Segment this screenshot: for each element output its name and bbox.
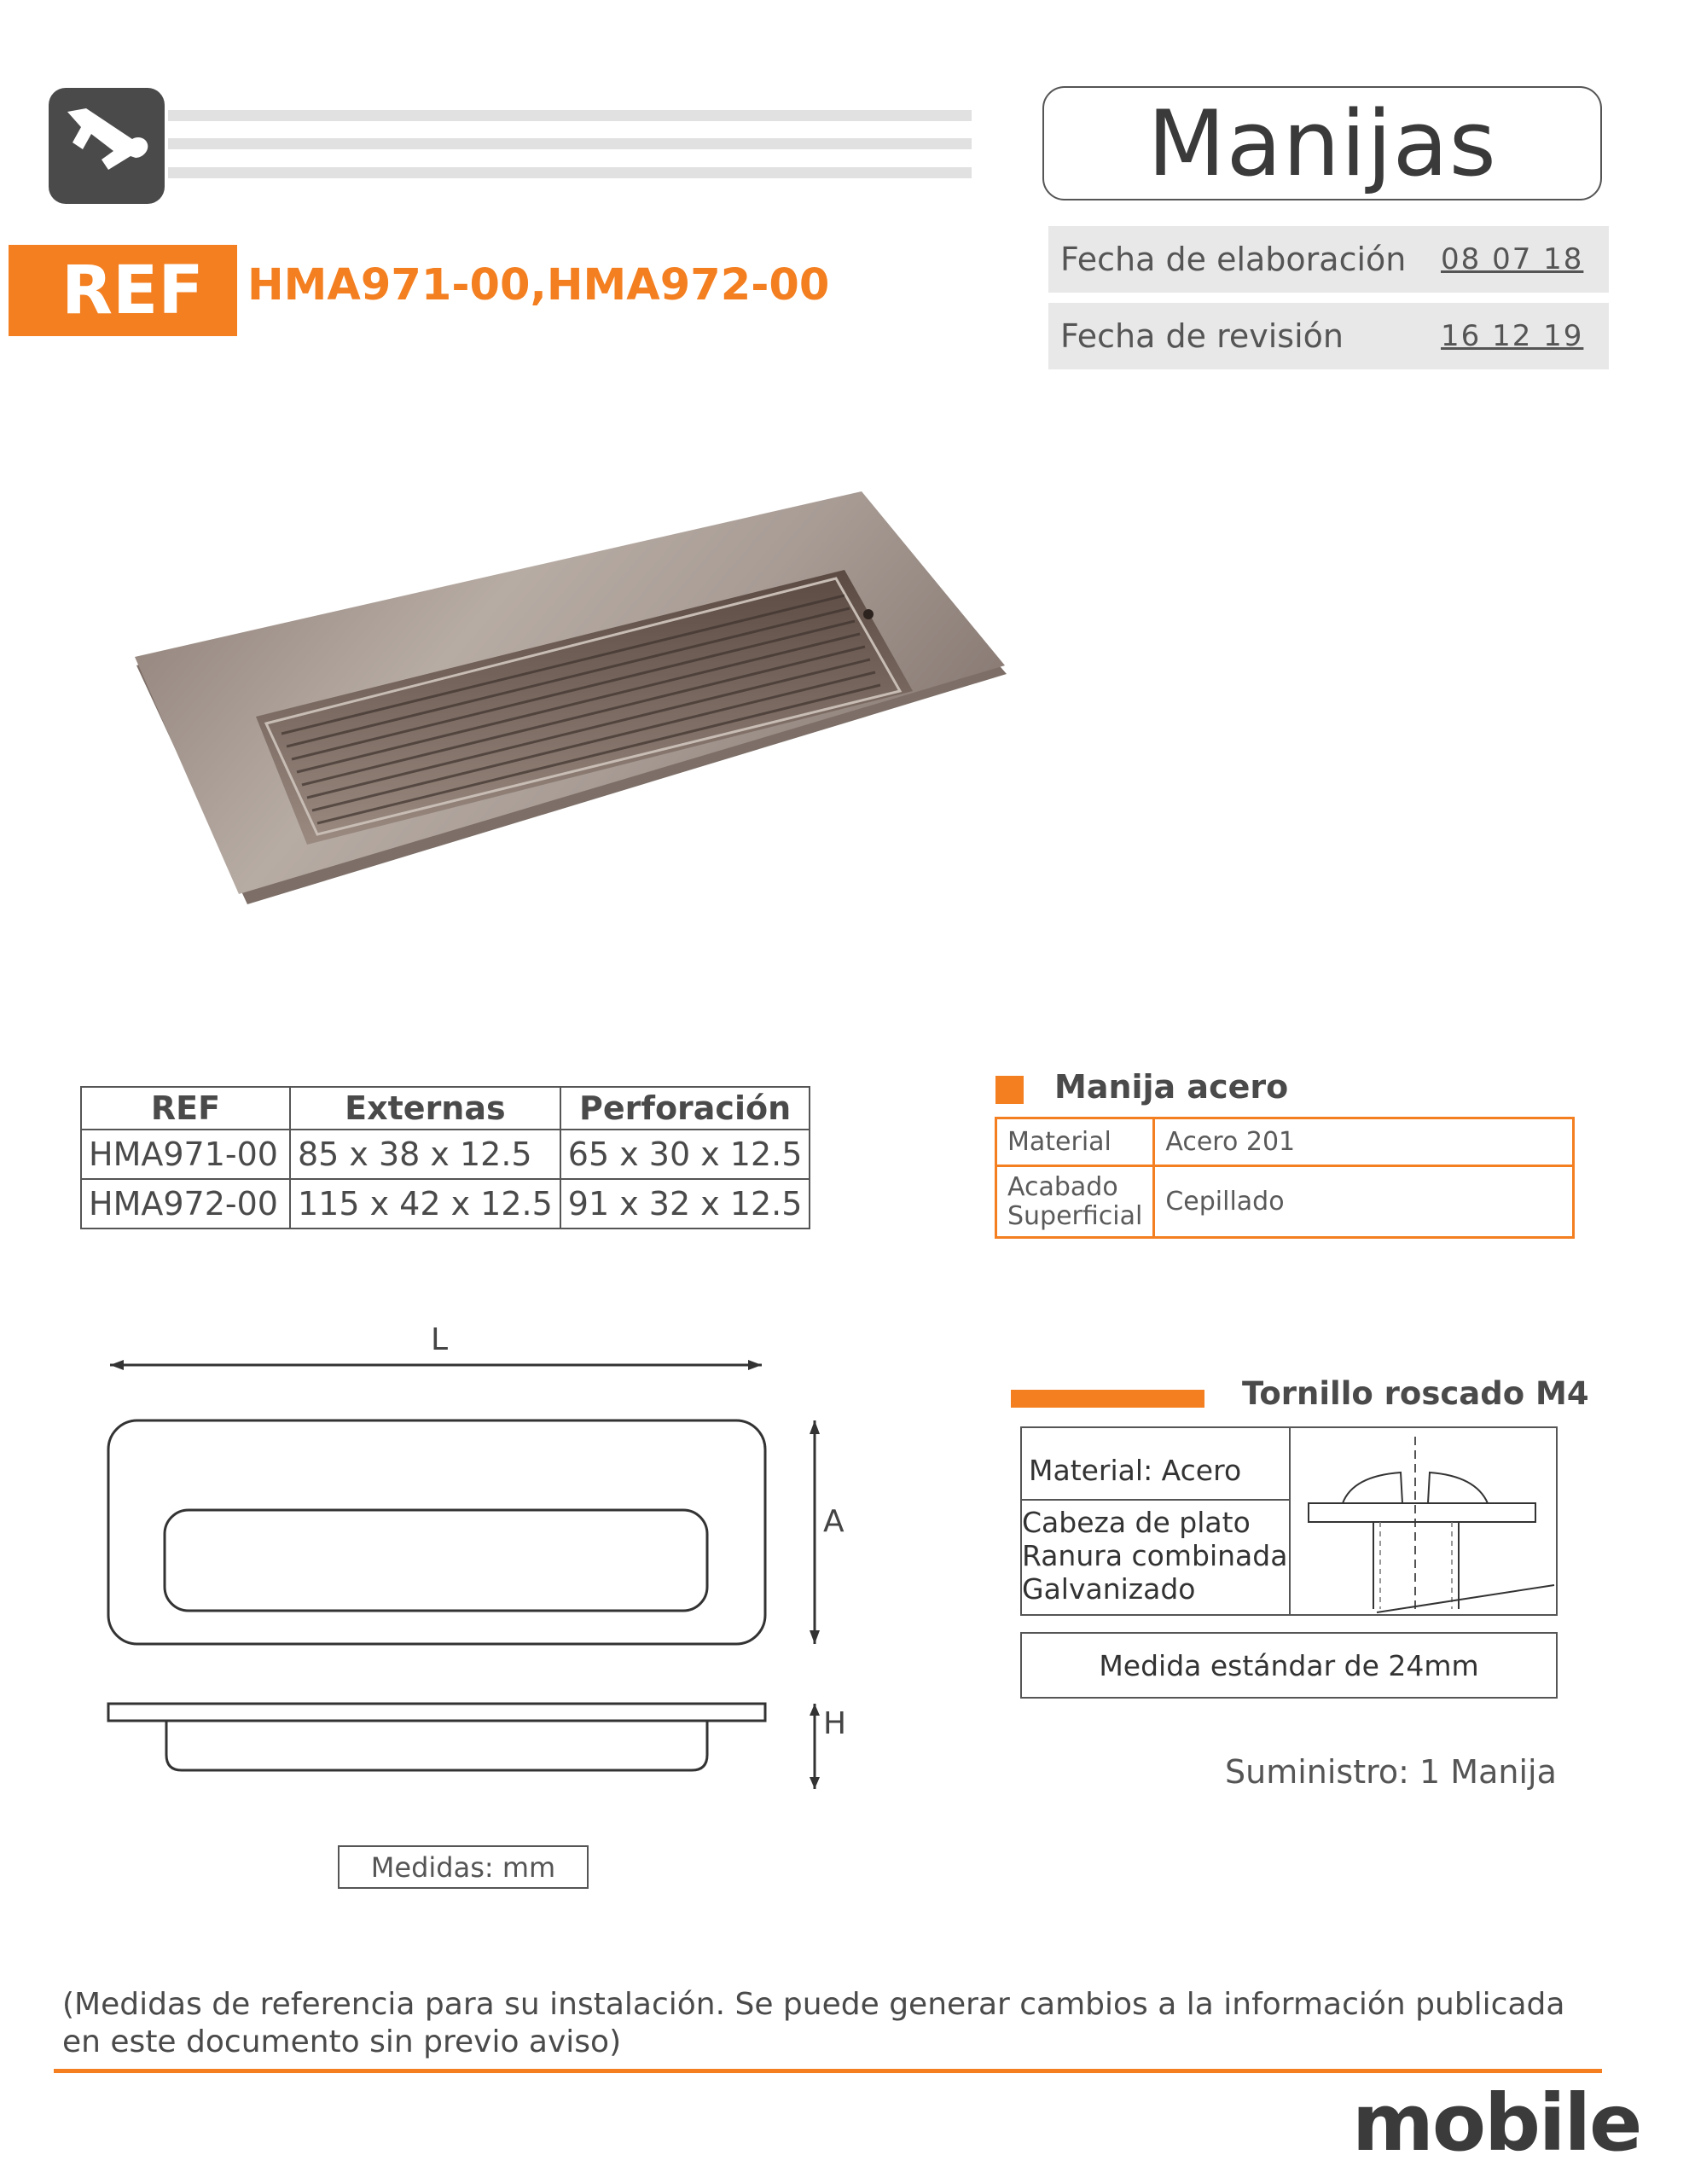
divider (1020, 1499, 1290, 1501)
table-cell: 115 x 42 x 12.5 (290, 1179, 560, 1228)
screw-feature: Ranura combinada (1022, 1539, 1288, 1572)
header-rule (168, 110, 972, 121)
handle-spec-title: Manija acero (1054, 1068, 1289, 1106)
divider (1289, 1426, 1291, 1616)
handle-spec-table (995, 1117, 1575, 1239)
standard-size-box: Medida estándar de 24mm (1020, 1632, 1558, 1699)
revision-date-value: 16 12 19 (1441, 319, 1584, 353)
height-label: H (823, 1706, 847, 1741)
elaboration-date-label: Fecha de elaboración (1060, 241, 1407, 278)
dimensions-table (80, 1086, 810, 1229)
screw-material: Material: Acero (1029, 1454, 1242, 1487)
units-box: Medidas: mm (338, 1845, 589, 1889)
table-header-row (81, 1087, 810, 1130)
screw-feature: Cabeza de plato (1022, 1506, 1251, 1539)
table-cell: 65 x 30 x 12.5 (560, 1130, 810, 1179)
header-rule (168, 167, 972, 178)
ref-badge: REF (9, 245, 237, 336)
col-header-externas: Externas (290, 1087, 560, 1130)
col-header-perforacion: Perforación (560, 1087, 810, 1130)
screw-spec-title: Tornillo roscado M4 (1242, 1375, 1589, 1412)
spec-row (996, 1166, 1574, 1238)
page-title: Manijas (1147, 90, 1497, 196)
screw-drawing-icon (1291, 1428, 1556, 1618)
spec-value: Cepillado (1154, 1166, 1574, 1238)
brand-logo-icon (49, 88, 165, 204)
table-cell: HMA972-00 (81, 1179, 290, 1228)
table-cell: HMA971-00 (81, 1130, 290, 1179)
col-header-ref: REF (81, 1087, 290, 1130)
section-marker (995, 1076, 1024, 1104)
title-box (1042, 86, 1602, 200)
supply-text: Suministro: 1 Manija (1225, 1753, 1557, 1791)
spec-key: Acabado Superficial (996, 1166, 1154, 1238)
screw-feature: Galvanizado (1022, 1572, 1196, 1606)
table-row (81, 1179, 810, 1228)
length-label: L (431, 1322, 449, 1357)
elaboration-date-value: 08 07 18 (1441, 242, 1584, 276)
product-photo (128, 486, 1015, 933)
elaboration-date-row (1048, 226, 1609, 293)
revision-date-label: Fecha de revisión (1060, 317, 1344, 355)
table-row (81, 1130, 810, 1179)
section-marker (1011, 1390, 1204, 1408)
footer-rule (54, 2069, 1602, 2073)
table-cell: 85 x 38 x 12.5 (290, 1130, 560, 1179)
disclaimer-note: (Medidas de referencia para su instalación. Se puede generar cambios a la información publicada en este documento sin previo aviso) (62, 1987, 1565, 2059)
revision-date-row (1048, 303, 1609, 369)
table-cell: 91 x 32 x 12.5 (560, 1179, 810, 1228)
spec-value: Acero 201 (1154, 1118, 1574, 1166)
spec-key: Material (996, 1118, 1154, 1166)
ref-codes: HMA971-00,HMA972-00 (247, 260, 830, 311)
width-label: A (823, 1504, 844, 1539)
brand-wordmark: mobile (1352, 2077, 1641, 2169)
spec-row (996, 1118, 1574, 1166)
technical-drawing (98, 1318, 866, 1799)
header-rule (168, 138, 972, 149)
